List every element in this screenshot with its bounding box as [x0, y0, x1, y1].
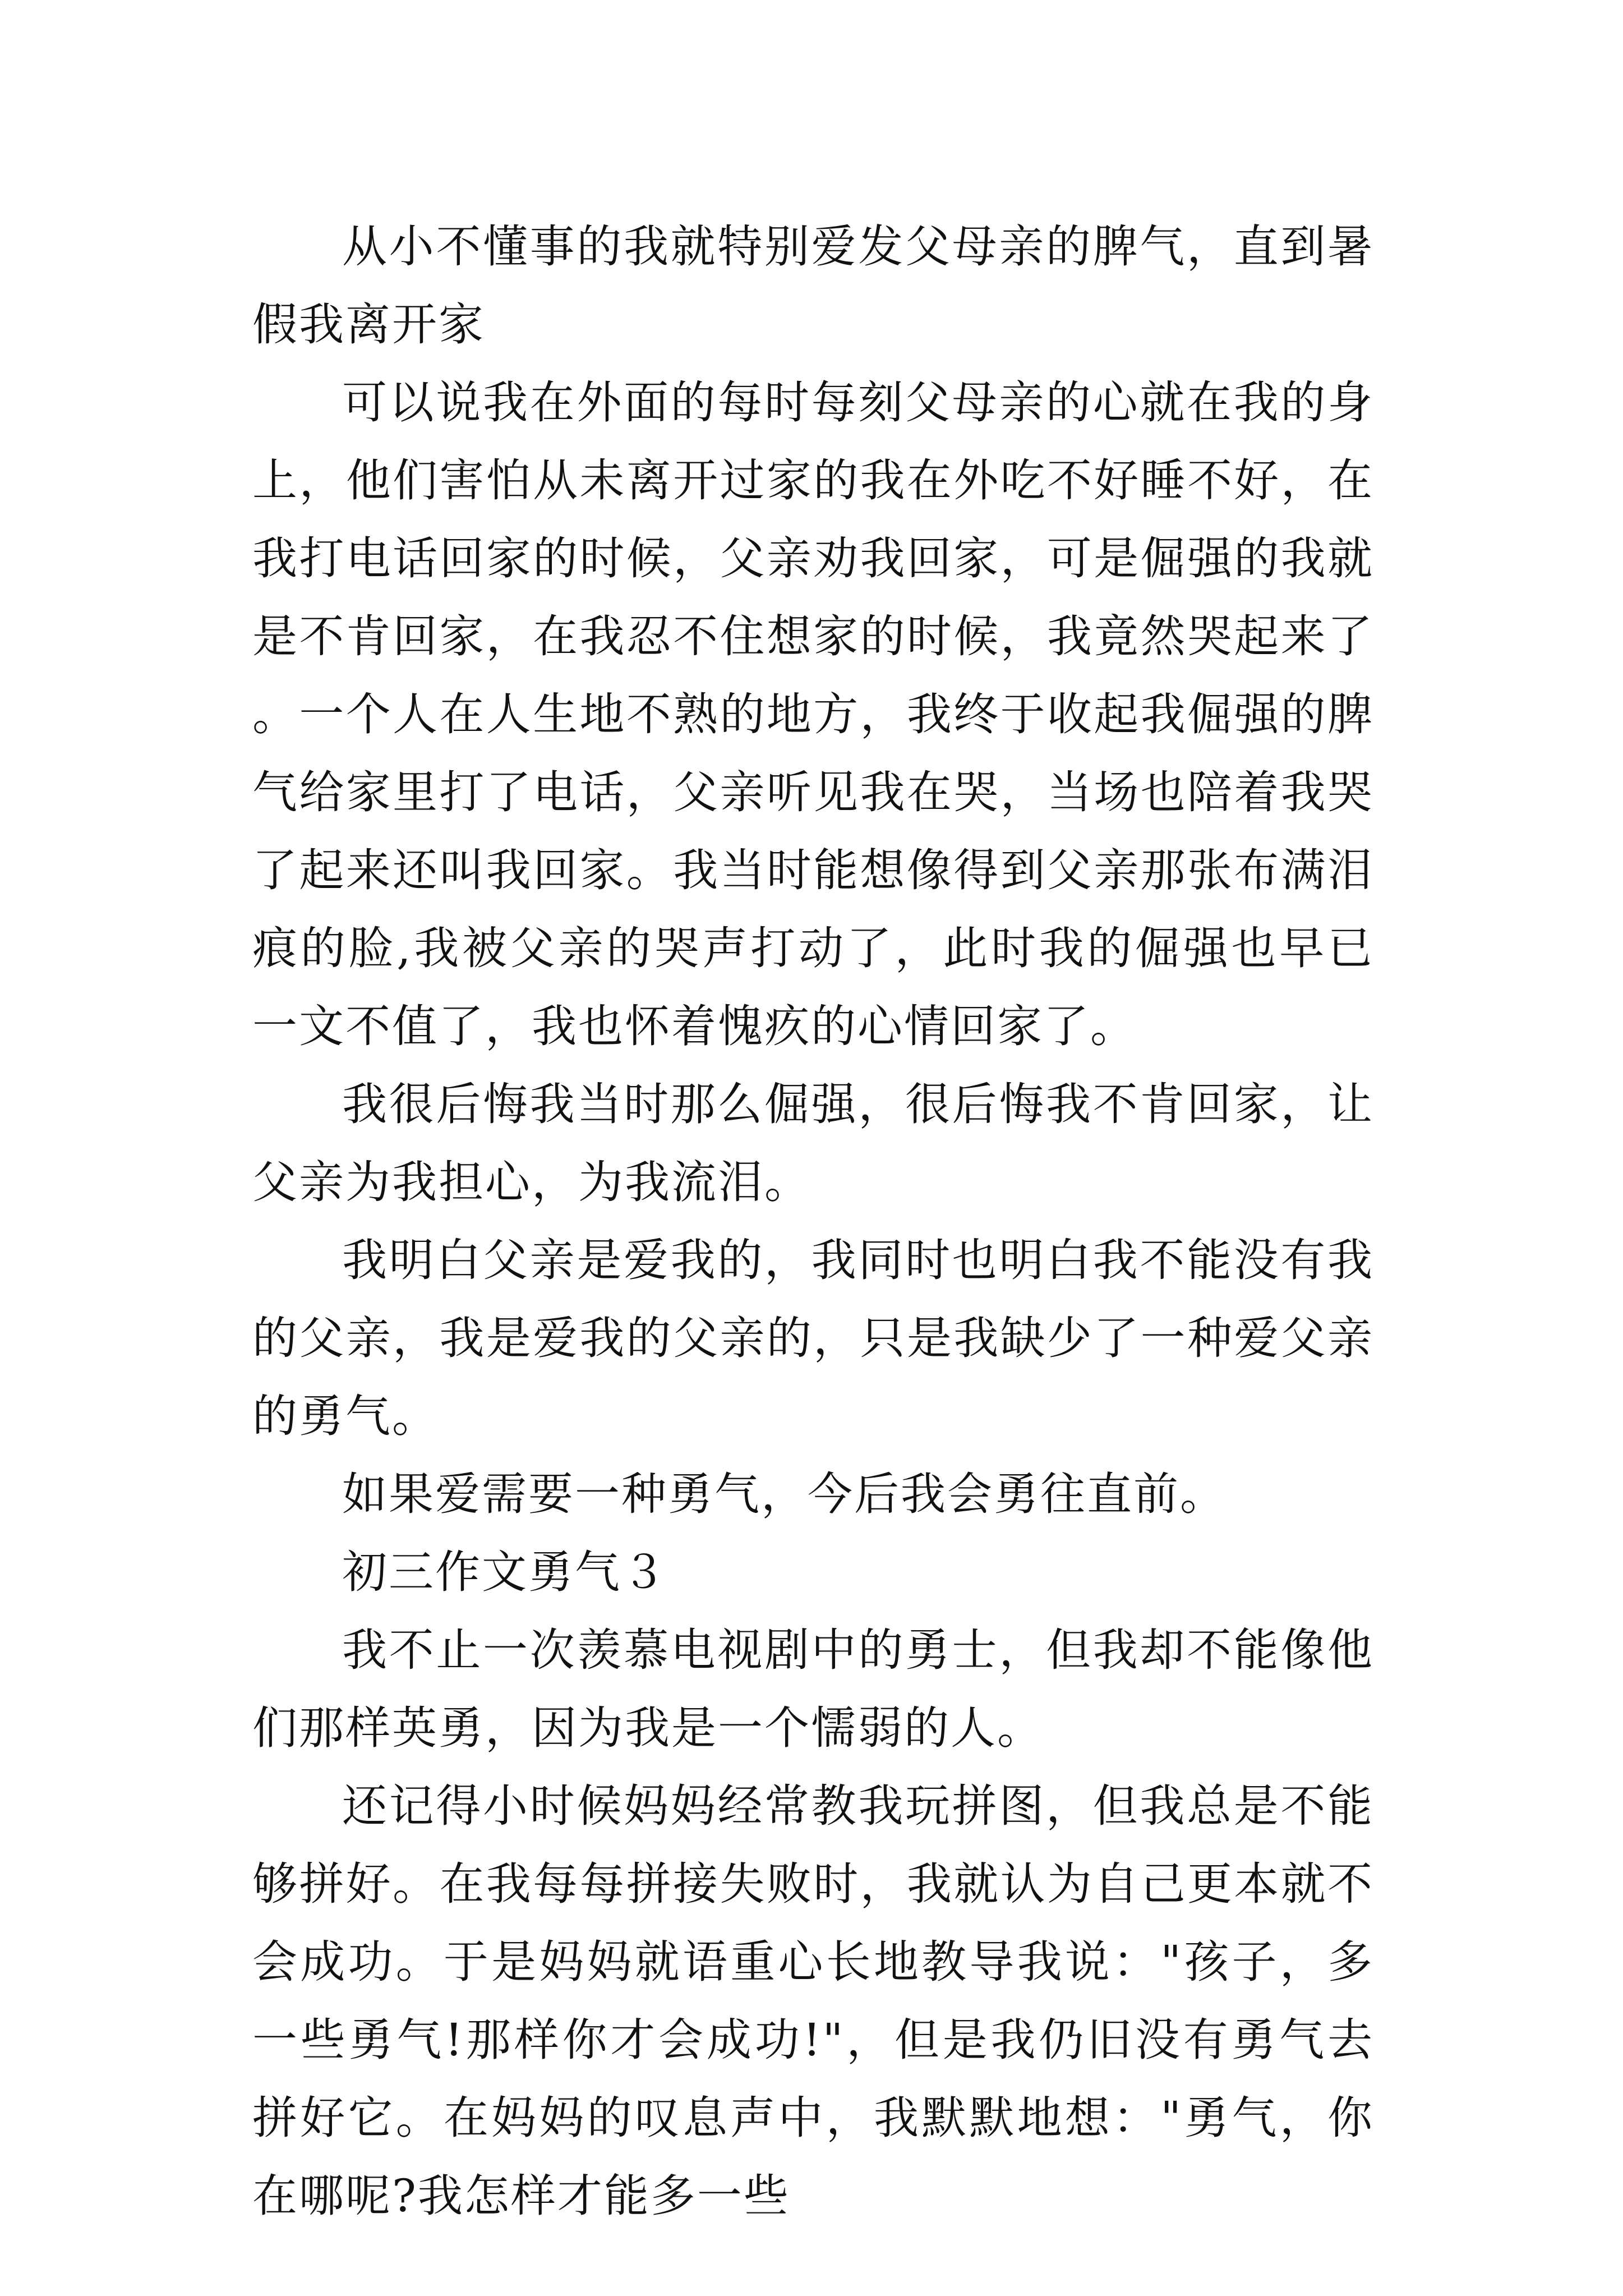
document-body	[252, 208, 1374, 2235]
paragraph-3: 我很后悔我当时那么倔强，很后悔我不肯回家，让父亲为我担心，为我流泪。	[252, 1078, 1374, 1208]
paragraph-6: 我不止一次羡慕电视剧中的勇士，但我却不能像他们那样英勇，因为我是一个懦弱的人。	[252, 1624, 1374, 1754]
paragraph-5: 如果爱需要一种勇气，今后我会勇往直前。	[342, 1468, 1227, 1520]
paragraph-4: 我明白父亲是爱我的，我同时也明白我不能没有我的父亲，我是爱我的父亲的，只是我缺少了一种爱父亲的勇气。	[252, 1234, 1374, 1442]
paragraph-1: 从小不懂事的我就特别爱发父母亲的脾气，直到暑假我离开家	[252, 220, 1374, 351]
paragraph-7: 还记得小时候妈妈经常教我玩拼图，但我总是不能够拼好。在我每每拼接失败时，我就认为自己更本就不会成功。于是妈妈就语重心长地教导我说："孩子，多一些勇气!那样你才会成功!"，但是我仍旧没有勇气去拼好它。在妈妈的叹息声中，我默默地想："勇气，你在哪呢?我怎样才能多一些	[252, 1780, 1374, 2222]
paragraph-2: 可以说我在外面的每时每刻父母亲的心就在我的身上，他们害怕从未离开过家的我在外吃不好睡不好，在我打电话回家的时候，父亲劝我回家，可是倔强的我就是不肯回家，在我忍不住想家的时候，我竟然哭起来了。一个人在人生地不熟的地方，我终于收起我倔强的脾气给家里打了电话，父亲听见我在哭，当场也陪着我哭了起来还叫我回家。我当时能想像得到父亲那张布满泪痕的脸,我被父亲的哭声打动了，此时我的倔强也早已一文不值了，我也怀着愧疚的心情回家了。	[252, 376, 1374, 1052]
section-heading: 初三作文勇气３	[342, 1546, 668, 1598]
